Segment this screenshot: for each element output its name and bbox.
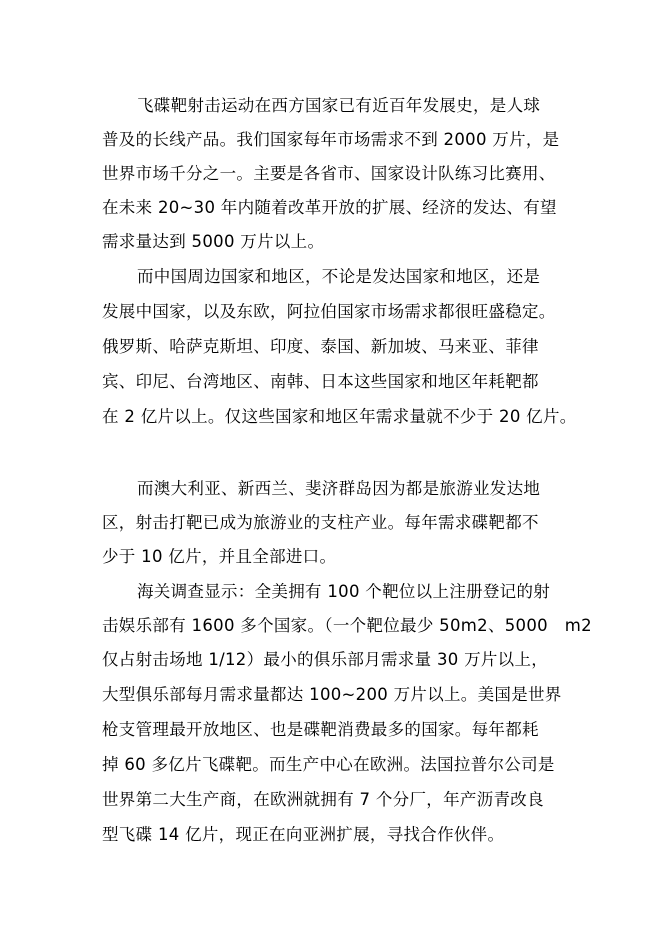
paragraph-4-line-4: 大型俱乐部每月需求量都达 100~200 万片以上。美国是世界 xyxy=(102,685,562,704)
paragraph-4-line-8: 型飞碟 14 亿片，现正在向亚洲扩展，寻找合作伙伴。 xyxy=(102,825,505,844)
paragraph-4-line-7: 世界第二大生产商，在欧洲就拥有 7 个分厂，年产沥青改良 xyxy=(102,790,544,809)
paragraph-4-line-6: 掉 60 多亿片飞碟靶。而生产中心在欧洲。法国拉普尔公司是 xyxy=(102,755,555,774)
paragraph-2-line-4: 宾、印尼、台湾地区、南韩、日本这些国家和地区年耗靶都 xyxy=(102,372,539,391)
paragraph-1-line-5: 需求量达到 5000 万片以上。 xyxy=(102,232,325,251)
paragraph-2-line-2: 发展中国家，以及东欧，阿拉伯国家市场需求都很旺盛稳定。 xyxy=(102,302,556,321)
paragraph-1-line-3: 世界市场千分之一。主要是各省市、国家设计队练习比赛用、 xyxy=(102,164,556,183)
paragraph-1-line-2: 普及的长线产品。我们国家每年市场需求不到 2000 万片，是 xyxy=(102,130,560,149)
paragraph-1-line-4: 在未来 20~30 年内随着改革开放的扩展、经济的发达、有望 xyxy=(102,198,557,217)
paragraph-1-line-1: 飞碟靶射击运动在西方国家已有近百年发展史，是人球 xyxy=(137,96,541,115)
paragraph-2-line-1: 而中国周边国家和地区，不论是发达国家和地区，还是 xyxy=(137,267,541,286)
paragraph-3-line-1: 而澳大利亚、新西兰、斐济群岛因为都是旅游业发达地 xyxy=(137,479,541,498)
paragraph-2-line-5: 在 2 亿片以上。仅这些国家和地区年需求量就不少于 20 亿片。 xyxy=(102,407,577,426)
paragraph-4-line-2: 击娱乐部有 1600 多个国家。（一个靶位最少 50m2、5000 m2 xyxy=(102,616,592,635)
paragraph-4-line-1: 海关调查显示：全美拥有 100 个靶位以上注册登记的射 xyxy=(137,582,551,601)
paragraph-3-line-2: 区，射击打靶已成为旅游业的支柱产业。每年需求碟靶都不 xyxy=(102,513,539,532)
paragraph-4-line-5: 枪支管理最开放地区、也是碟靶消费最多的国家。每年都耗 xyxy=(102,720,539,739)
paragraph-4-line-3: 仅占射击场地 1/12）最小的俱乐部月需求量 30 万片以上， xyxy=(102,650,549,669)
paragraph-2-line-3: 俄罗斯、哈萨克斯坦、印度、泰国、新加坡、马来亚、菲律 xyxy=(102,337,539,356)
paragraph-3-line-3: 少于 10 亿片，并且全部进口。 xyxy=(102,547,337,566)
